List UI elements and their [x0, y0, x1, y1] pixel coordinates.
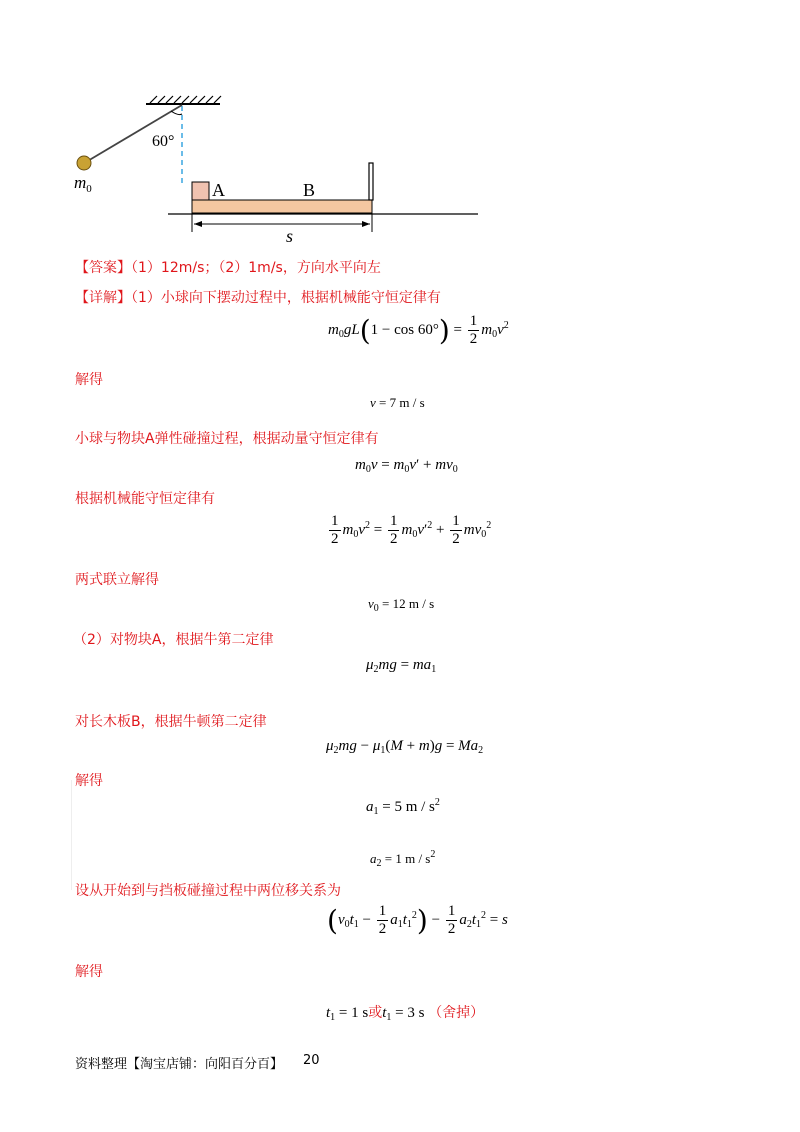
detail-line — [75, 287, 441, 307]
displacement-text: 设从开始到与挡板碰撞过程中两位移关系为 — [75, 883, 341, 899]
page-number: 20 — [303, 1053, 320, 1068]
equation-momentum: $m_0v = m_0v' + mv_0$ — [355, 457, 458, 475]
margin-bar — [71, 780, 72, 890]
ceiling-hatch — [150, 96, 221, 103]
pendulum-ball — [77, 156, 91, 170]
collision-text: 小球与物块A弹性碰撞过程，根据动量守恒定律有 — [75, 431, 379, 447]
dim-arrow-right — [362, 221, 370, 227]
board-b — [192, 200, 372, 213]
block-a-label: A — [212, 180, 225, 200]
equation-v: v = 7 m / s — [370, 395, 425, 410]
ball-label: $m_0$ — [74, 173, 92, 195]
footer-text: 资料整理【淘宝店铺：向阳百分百】 — [75, 1057, 284, 1072]
board-b-label: B — [303, 180, 316, 200]
joint-text: 两式联立解得 — [75, 572, 159, 588]
detail-bracket: 【详解】 — [75, 290, 131, 306]
physics-figure — [60, 90, 500, 250]
equation-a2: $a_2 = 1$ m / $s^2$ — [370, 849, 436, 869]
block-a — [192, 182, 209, 200]
equation-board-b: $\mu_2mg - \mu_1(M + m)g = Ma_2$ — [326, 738, 484, 756]
solve-label-3: 解得 — [75, 964, 103, 980]
solve-label-2: 解得 — [75, 773, 103, 789]
angle-label: 60° — [152, 133, 175, 150]
equation-t1: $t_1 = 1$ s或$t_1 = 3$ s （舍掉） — [326, 1005, 485, 1023]
answer-bracket: 【答案】 — [75, 260, 131, 276]
equation-energy-collision: $\frac{1}{2}$ $m_0v^2$ = $\frac{1}{2}$ $m_0v'^2$ + $\frac{1}{2}$ $mv_0^2$ — [331, 513, 492, 547]
or-word: 或 — [368, 1005, 383, 1021]
angle-arc — [171, 111, 182, 115]
distance-label: s — [286, 226, 294, 246]
discard-note: （舍掉） — [428, 1005, 485, 1021]
energy-text: 根据机械能守恒定律有 — [75, 491, 215, 507]
equation-a1: $a_1 = 5$ m / $s^2$ — [366, 797, 440, 817]
solve-label-1: 解得 — [75, 372, 103, 388]
equation-block-a: $\mu_2mg = ma_1$ — [366, 657, 437, 675]
dim-arrow-left — [194, 221, 202, 227]
equation-displacement: ($v_0t_1$ − $\frac{1}{2}$ $a_1t_1^2$) − $\frac{1}{2}$ $a_2t_1^2 = s$ — [327, 903, 508, 937]
board-text: 对长木板B，根据牛顿第二定律 — [75, 714, 267, 730]
answer-line — [75, 257, 381, 277]
barrier — [369, 163, 373, 200]
detail-text: （1）小球向下摆动过程中，根据机械能守恒定律有 — [131, 290, 441, 306]
part2-text: （2）对物块A，根据牛第二定律 — [73, 632, 274, 648]
answer-text: （1）12m/s；（2）1m/s，方向水平向左 — [131, 260, 381, 276]
equation-v0: $v_0 = 12$ m / s — [368, 596, 435, 614]
equation-energy-pendulum: $m_0gL(1 - \cos 60^\circ)$ = $\frac{1}{2}$ $m_0v^2$ — [328, 313, 509, 347]
